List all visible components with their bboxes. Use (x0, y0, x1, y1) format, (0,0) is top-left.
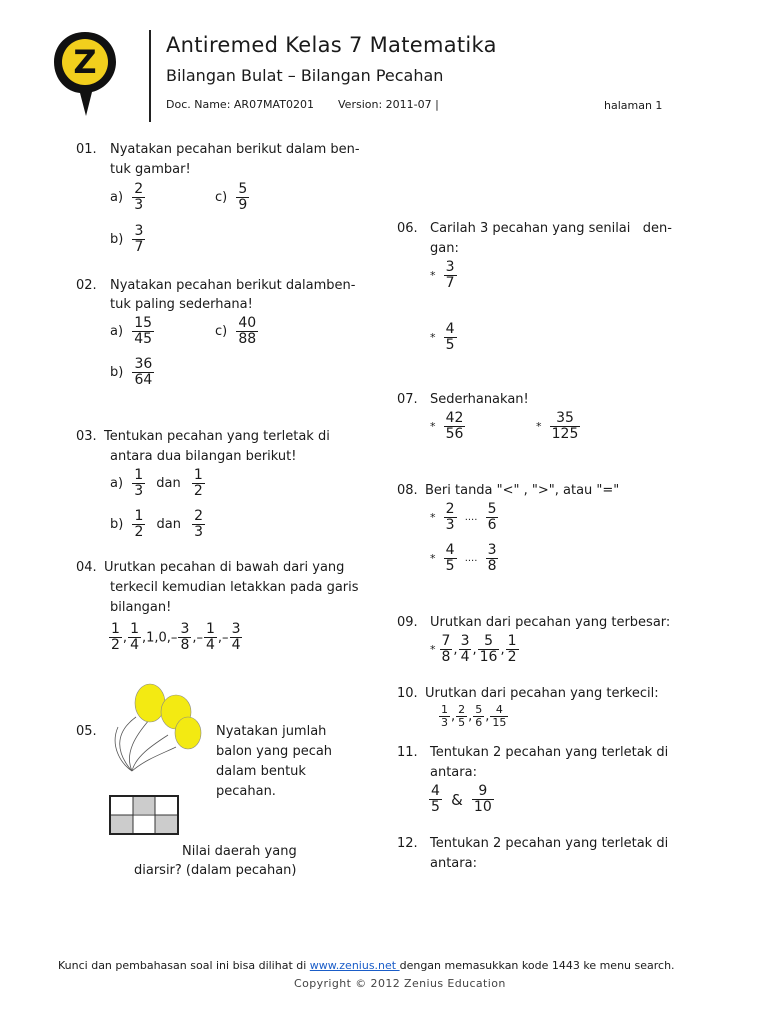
document-subtitle: Bilangan Bulat – Bilangan Pecahan (166, 66, 444, 85)
separator: ,– (192, 630, 203, 646)
ampersand: & (451, 790, 463, 809)
q01-option-a (110, 182, 146, 214)
fraction: $\frac{4}{5}$ (431, 783, 440, 816)
zenius-logo (52, 30, 118, 120)
bullet-star: * (430, 331, 436, 345)
document-title: Antiremed Kelas 7 Matematika (166, 33, 497, 57)
separator: ,– (217, 630, 229, 646)
q12-text-line1: Tentukan 2 pecahan yang terletak di (430, 836, 669, 851)
separator: , (122, 630, 128, 646)
q05-balloon-text-1: Nyatakan jumlah (216, 724, 327, 739)
q05-number: 05. (76, 724, 97, 739)
bullet-star: * (430, 420, 436, 434)
q02-option-a (110, 316, 155, 348)
q10-text-line1: Urutkan dari pecahan yang terkecil: (425, 686, 659, 701)
q05-grid-text-1: Nilai daerah yang (182, 844, 297, 859)
q01-option-b (110, 224, 146, 256)
q04-text-line2: terkecil kemudian letakkan pada garis (110, 580, 359, 595)
q11-text-line1: Tentukan 2 pecahan yang terletak di (430, 745, 669, 760)
q06-number: 06. (397, 221, 418, 236)
footer-text-after: dengan memasukkan kode 1443 ke menu search. (399, 959, 675, 972)
option-label: c) (215, 323, 228, 339)
q04-text-line1: Urutkan pecahan di bawah dari yang (104, 560, 345, 575)
option-label: a) (110, 475, 124, 491)
blank-dots: .... (464, 512, 478, 524)
fraction: $\frac{5}{6}$ (487, 501, 497, 534)
q06-item-a (430, 260, 458, 292)
option-label: a) (110, 323, 124, 339)
fraction: $\frac{1}{2}$ (134, 508, 144, 541)
fraction: $\frac{35}{125}$ (551, 410, 579, 443)
fraction: $\frac{3}{7}$ (134, 223, 144, 256)
separator: , (468, 709, 473, 725)
fraction: $\frac{3}{8}$ (487, 542, 497, 575)
q05-balloon-text-2: balon yang pecah (216, 744, 333, 759)
q11-number: 11. (397, 745, 418, 760)
q01-number: 01. (76, 142, 97, 157)
q10-fraction-list (438, 704, 509, 729)
q01-text-line2: tuk gambar! (110, 162, 191, 177)
q09-fraction-list (430, 634, 520, 666)
q08-item-b (430, 543, 499, 575)
fraction: $\frac{1}{2}$ (507, 633, 517, 666)
fraction: $\frac{36}{64}$ (134, 356, 153, 389)
shaded-grid (108, 794, 180, 836)
q09-text-line1: Urutkan dari pecahan yang terbesar: (430, 615, 671, 630)
copyright: Copyright © 2012 Zenius Education (294, 977, 506, 990)
q11-fraction-pair (428, 784, 495, 816)
fraction: $\frac{1}{2}$ (111, 621, 120, 654)
bullet-star: * (430, 643, 436, 657)
fraction: $\frac{5}{6}$ (475, 703, 483, 730)
fraction: $\frac{42}{56}$ (445, 410, 464, 443)
q03-number: 03. (76, 429, 97, 444)
q04-fraction-list (108, 622, 243, 654)
q08-item-a (430, 502, 499, 534)
q04-number: 04. (76, 560, 97, 575)
balloons-illustration (106, 683, 214, 775)
fraction: $\frac{1}{2}$ (193, 467, 203, 500)
separator: ,1,0,– (141, 630, 178, 646)
fraction: $\frac{7}{8}$ (441, 633, 451, 666)
q02-number: 02. (76, 278, 97, 293)
q12-text-line2: antara: (430, 856, 477, 871)
q03-option-a (110, 468, 206, 500)
fraction: $\frac{2}{5}$ (458, 703, 466, 730)
doc-version: Version: 2011-07 | (338, 98, 439, 111)
fraction: $\frac{2}{3}$ (134, 181, 144, 214)
q03-option-b (110, 509, 206, 541)
q07-item-a (430, 411, 466, 443)
blank-dots: .... (464, 553, 478, 565)
bullet-star: * (536, 420, 542, 434)
q05-grid-text-2: diarsir? (dalam pecahan) (134, 863, 297, 878)
fraction: $\frac{4}{15}$ (492, 703, 507, 730)
q08-text-line1: Beri tanda "<" , ">", atau "=" (425, 483, 620, 498)
separator: , (485, 709, 490, 725)
header-divider (149, 30, 151, 122)
q09-number: 09. (397, 615, 418, 630)
zenius-link[interactable]: www.zenius.net (309, 959, 400, 972)
separator: , (453, 642, 458, 658)
separator: , (472, 642, 477, 658)
q03-text-line1: Tentukan pecahan yang terletak di (104, 429, 330, 444)
q02-option-c (215, 316, 259, 348)
q02-text-line2: tuk paling sederhana! (110, 297, 253, 312)
q05-balloon-text-3: dalam bentuk (216, 764, 306, 779)
q07-item-b (536, 411, 581, 443)
fraction: $\frac{5}{9}$ (238, 181, 248, 214)
fraction: $\frac{3}{7}$ (445, 259, 455, 292)
q04-text-line3: bilangan! (110, 600, 172, 615)
dan-text: dan (156, 475, 181, 491)
fraction: $\frac{40}{88}$ (238, 315, 257, 348)
fraction: $\frac{3}{8}$ (180, 621, 190, 654)
q02-text-line1: Nyatakan pecahan berikut dalamben- (110, 278, 356, 293)
q02-option-b (110, 357, 155, 389)
q06-text-line2: gan: (430, 241, 459, 256)
q05-balloon-text-4: pecahan. (216, 784, 276, 799)
separator: , (451, 709, 456, 725)
separator: , (500, 642, 505, 658)
q03-text-line2: antara dua bilangan berikut! (110, 449, 297, 464)
option-label: b) (110, 364, 124, 380)
fraction: $\frac{1}{3}$ (441, 703, 448, 730)
fraction: $\frac{1}{4}$ (130, 621, 139, 654)
q08-number: 08. (397, 483, 418, 498)
doc-name: Doc. Name: AR07MAT0201 (166, 98, 314, 111)
footer-text-before: Kunci dan pembahasan soal ini bisa dilihat di (58, 959, 310, 972)
fraction: $\frac{2}{3}$ (445, 501, 455, 534)
fraction: $\frac{3}{4}$ (460, 633, 470, 666)
q12-number: 12. (397, 836, 418, 851)
option-label: c) (215, 189, 228, 205)
fraction: $\frac{2}{3}$ (194, 508, 204, 541)
option-label: a) (110, 189, 124, 205)
fraction: $\frac{3}{4}$ (231, 621, 241, 654)
q11-text-line2: antara: (430, 765, 477, 780)
fraction: $\frac{4}{5}$ (445, 321, 455, 354)
fraction: $\frac{1}{4}$ (206, 621, 215, 654)
fraction: $\frac{9}{10}$ (473, 783, 492, 816)
bullet-star: * (430, 552, 436, 566)
option-label: b) (110, 516, 124, 532)
q07-text-line1: Sederhanakan! (430, 392, 529, 407)
fraction: $\frac{5}{16}$ (479, 633, 498, 666)
dan-text: dan (156, 516, 181, 532)
q06-text-line1: Carilah 3 pecahan yang senilai den- (430, 221, 672, 236)
q01-option-c (215, 182, 250, 214)
q06-item-b (430, 322, 458, 354)
option-label: b) (110, 231, 124, 247)
q07-number: 07. (397, 392, 418, 407)
page-number: halaman 1 (604, 99, 663, 112)
q01-text-line1: Nyatakan pecahan berikut dalam ben- (110, 142, 360, 157)
logo-letter: Z (73, 43, 97, 81)
q10-number: 10. (397, 686, 418, 701)
fraction: $\frac{15}{45}$ (134, 315, 153, 348)
fraction: $\frac{1}{3}$ (134, 467, 144, 500)
bullet-star: * (430, 269, 436, 283)
footer-note (58, 959, 675, 972)
bullet-star: * (430, 511, 436, 525)
fraction: $\frac{4}{5}$ (445, 542, 455, 575)
